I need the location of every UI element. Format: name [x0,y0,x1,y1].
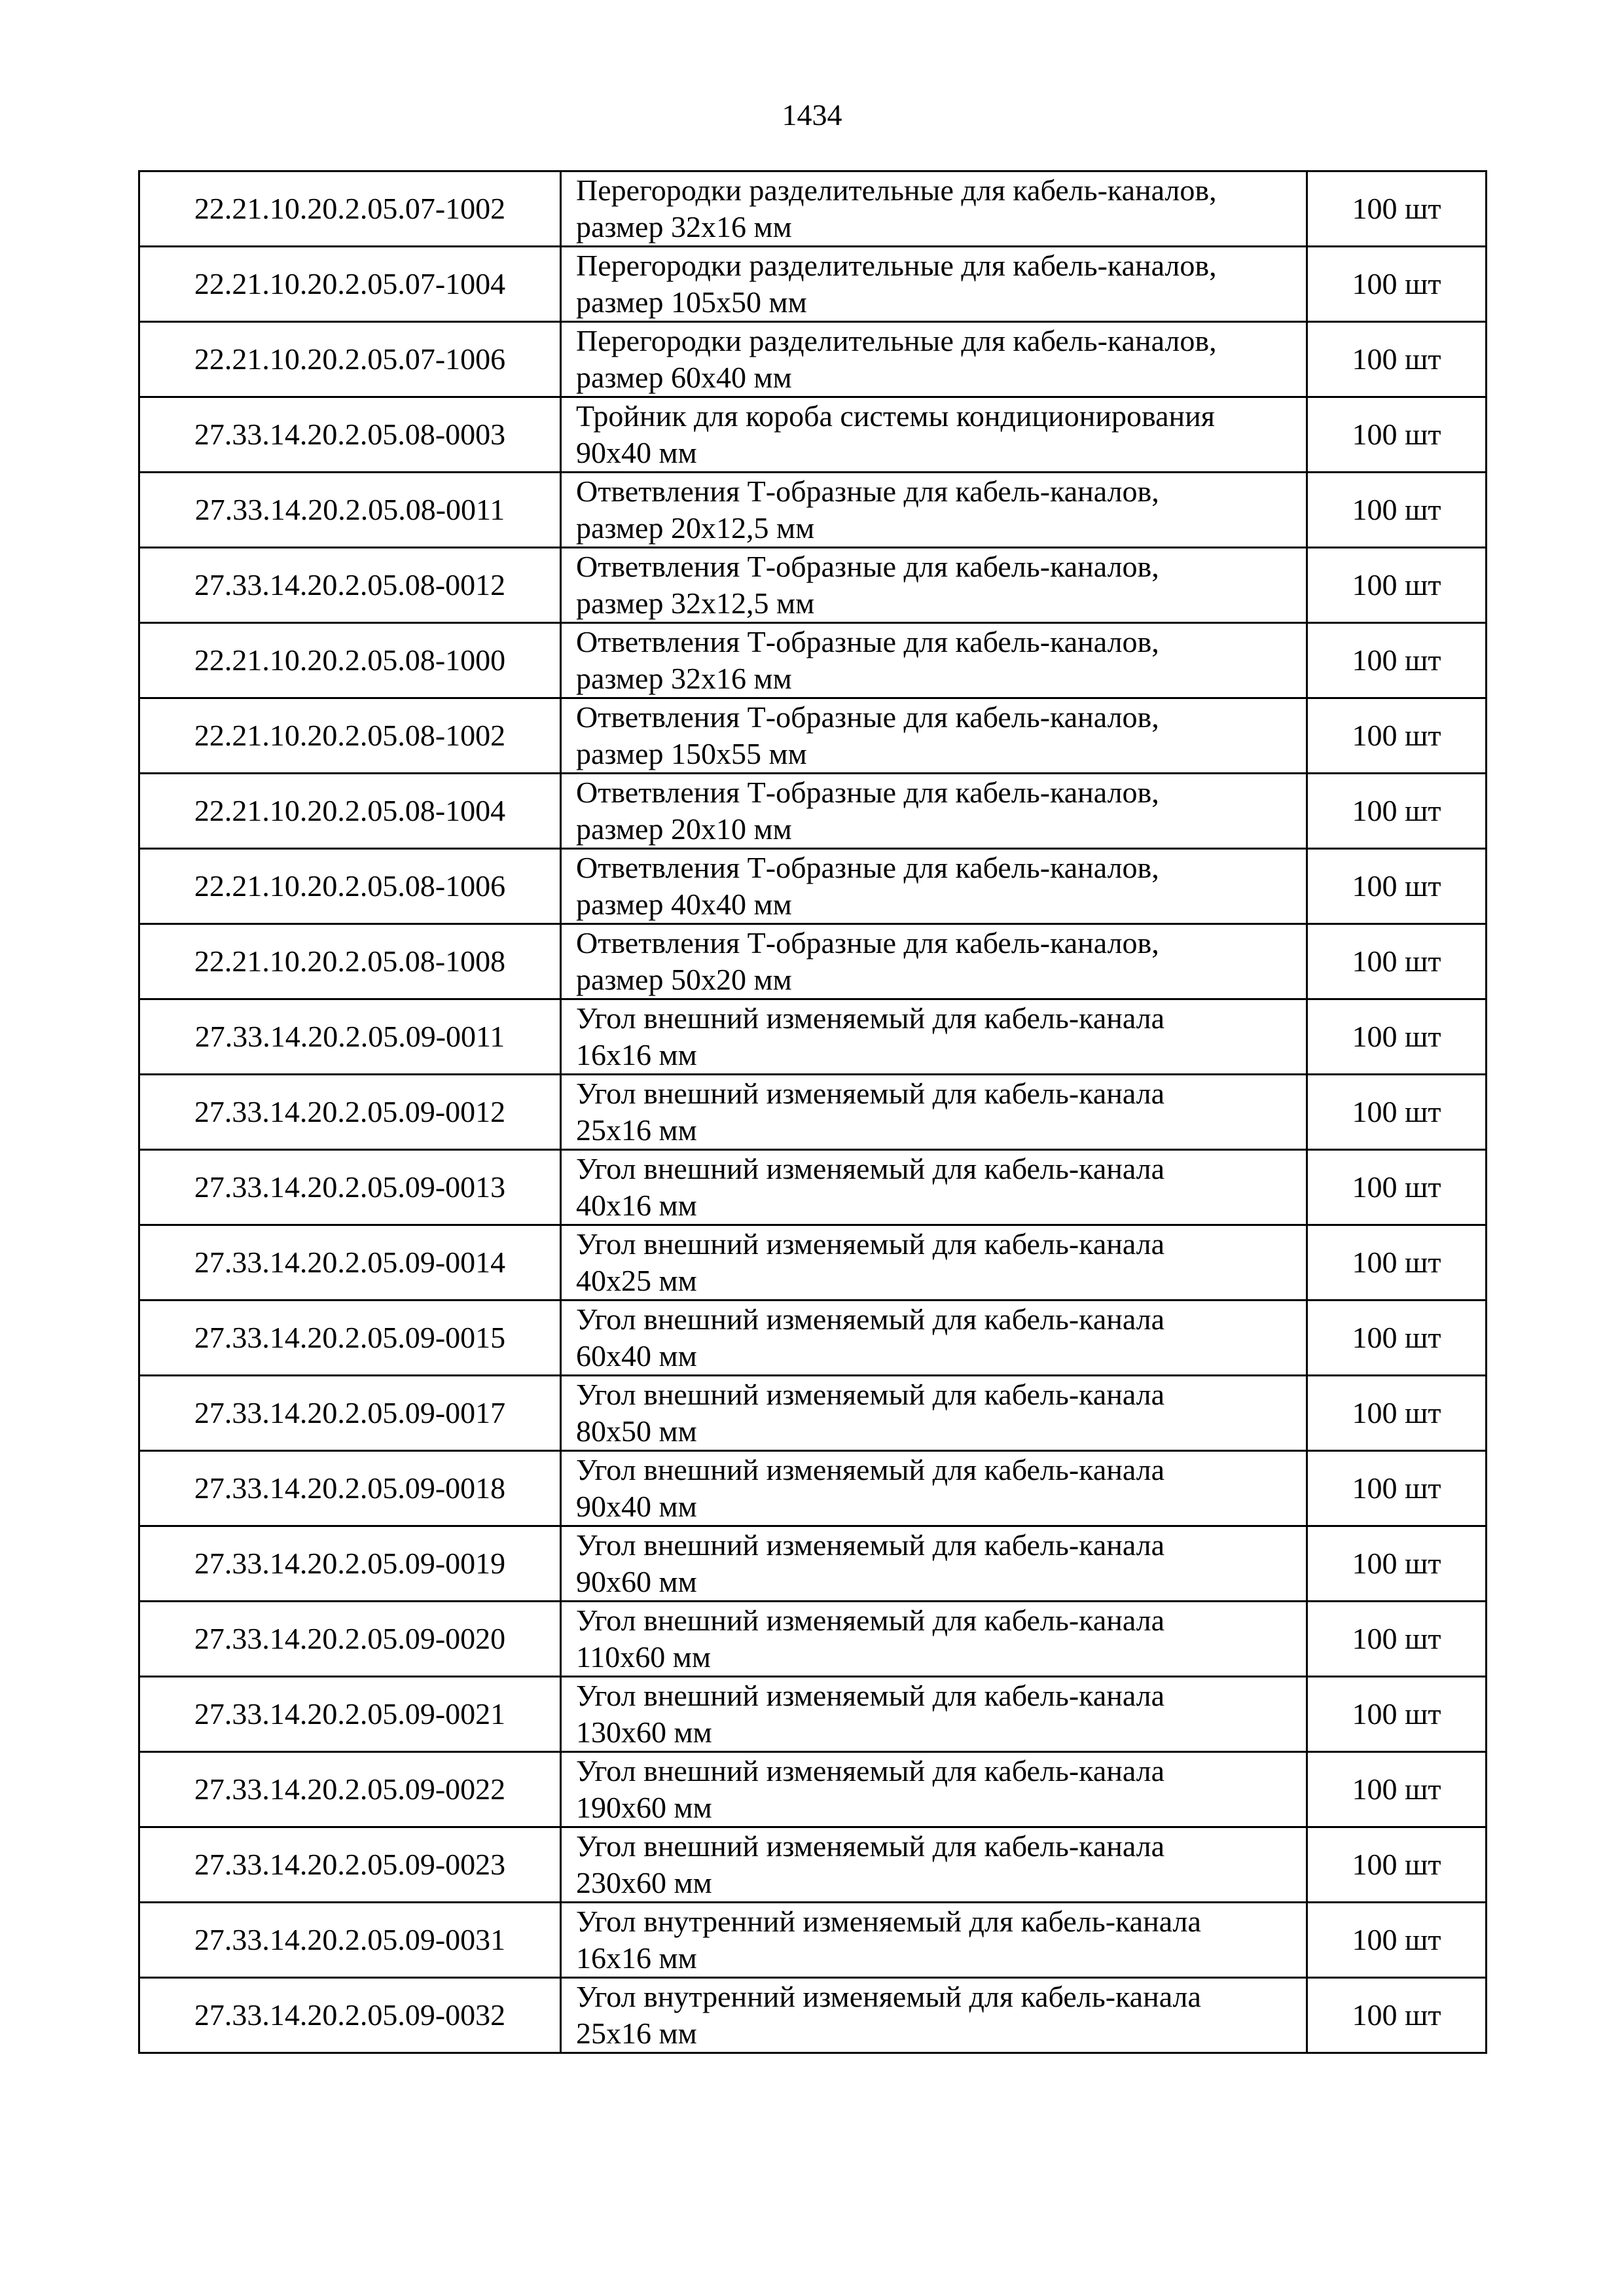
resource-name-cell [561,473,1307,548]
resource-code-cell: 27.33.14.20.2.05.09-0020 [139,1602,561,1677]
resource-unit-cell: 100 шт [1307,999,1487,1075]
resource-code-cell: 27.33.14.20.2.05.09-0011 [139,999,561,1075]
resource-name-line1: Перегородки разделительные для кабель-каналов, [576,249,1217,282]
resource-unit-cell: 100 шт [1307,698,1487,774]
table-row [139,1903,1487,1978]
resource-name-cell [561,1752,1307,1827]
resource-name-line2: размер 20х12,5 мм [576,511,815,545]
resource-code-cell: 27.33.14.20.2.05.09-0014 [139,1225,561,1300]
resource-unit-cell: 100 шт [1307,1827,1487,1903]
resource-name-cell [561,1300,1307,1376]
resource-unit-cell: 100 шт [1307,548,1487,623]
resource-name-line1: Угол внешний изменяемый для кабель-канала [576,1754,1165,1787]
resource-name-line2: размер 32х16 мм [576,210,792,243]
resource-name-line1: Угол внешний изменяемый для кабель-канала [576,1604,1165,1637]
table-row [139,1150,1487,1225]
resource-code-cell: 27.33.14.20.2.05.09-0018 [139,1451,561,1526]
table-row [139,322,1487,397]
resource-code-cell: 27.33.14.20.2.05.09-0032 [139,1978,561,2053]
resource-code-cell: 22.21.10.20.2.05.08-1004 [139,774,561,849]
resource-name-line1: Ответвления Т-образные для кабель-каналов, [576,851,1159,884]
resource-name-line2: 60х40 мм [576,1339,697,1372]
resource-name-cell [561,1150,1307,1225]
table-row [139,1376,1487,1451]
resource-unit-cell: 100 шт [1307,322,1487,397]
resource-name-cell [561,623,1307,698]
resource-unit-cell: 100 шт [1307,1903,1487,1978]
page-number: 1434 [782,98,842,132]
resource-unit-cell: 100 шт [1307,924,1487,999]
resource-name-line2: 230х60 мм [576,1866,712,1899]
table-row [139,1752,1487,1827]
resource-name-line1: Перегородки разделительные для кабель-каналов, [576,324,1217,357]
resource-name-line2: 16х16 мм [576,1941,697,1975]
resource-code-cell: 27.33.14.20.2.05.08-0012 [139,548,561,623]
resource-name-cell [561,322,1307,397]
resource-name-line2: размер 105х50 мм [576,285,807,319]
resource-name-line2: 80х50 мм [576,1414,697,1448]
resource-name-line1: Угол внешний изменяемый для кабель-канала [576,1829,1165,1863]
table-row [139,1827,1487,1903]
resource-name-line2: 130х60 мм [576,1715,712,1749]
resource-unit-cell: 100 шт [1307,1978,1487,2053]
table-row [139,849,1487,924]
table-row [139,397,1487,473]
resource-name-line1: Угол внешний изменяемый для кабель-канала [576,1453,1165,1486]
resource-name-line2: размер 32х12,5 мм [576,586,815,620]
table-row [139,698,1487,774]
resource-unit-cell: 100 шт [1307,1526,1487,1602]
resource-code-cell: 22.21.10.20.2.05.08-1006 [139,849,561,924]
resource-code-cell: 27.33.14.20.2.05.09-0015 [139,1300,561,1376]
table-row [139,1451,1487,1526]
resource-name-line1: Угол внешний изменяемый для кабель-канала [576,1302,1165,1336]
resource-table [138,170,1487,2054]
resource-name-cell [561,999,1307,1075]
table-row [139,1978,1487,2053]
table-row [139,1677,1487,1752]
resource-code-cell: 27.33.14.20.2.05.09-0021 [139,1677,561,1752]
resource-code-cell: 27.33.14.20.2.05.08-0003 [139,397,561,473]
resource-name-line1: Ответвления Т-образные для кабель-каналов, [576,550,1159,583]
resource-unit-cell: 100 шт [1307,1225,1487,1300]
resource-code-cell: 27.33.14.20.2.05.09-0017 [139,1376,561,1451]
resource-name-cell [561,1526,1307,1602]
resource-name-line2: 110х60 мм [576,1640,712,1674]
resource-code-cell: 22.21.10.20.2.05.07-1006 [139,322,561,397]
resource-name-cell [561,1075,1307,1150]
table-row [139,774,1487,849]
table-row [139,999,1487,1075]
table-row [139,1225,1487,1300]
resource-name-line1: Угол внутренний изменяемый для кабель-канала [576,1905,1201,1938]
resource-code-cell: 27.33.14.20.2.05.09-0031 [139,1903,561,1978]
resource-unit-cell: 100 шт [1307,1677,1487,1752]
resource-name-line2: размер 32х16 мм [576,662,792,695]
resource-name-line2: 90х40 мм [576,436,697,469]
resource-name-line2: размер 60х40 мм [576,361,792,394]
resource-name-line2: размер 40х40 мм [576,888,792,921]
resource-name-cell [561,698,1307,774]
resource-code-cell: 22.21.10.20.2.05.07-1002 [139,171,561,247]
resource-code-cell: 27.33.14.20.2.05.09-0013 [139,1150,561,1225]
resource-name-line1: Ответвления Т-образные для кабель-каналов, [576,625,1159,658]
resource-name-line1: Угол внешний изменяемый для кабель-канала [576,1227,1165,1261]
resource-unit-cell: 100 шт [1307,397,1487,473]
resource-name-cell [561,397,1307,473]
resource-table-body [139,171,1487,2053]
resource-unit-cell: 100 шт [1307,623,1487,698]
resource-unit-cell: 100 шт [1307,1300,1487,1376]
table-row [139,247,1487,322]
resource-name-line2: размер 50х20 мм [576,963,792,996]
resource-name-line1: Угол внешний изменяемый для кабель-канала [576,1679,1165,1712]
resource-name-cell [561,171,1307,247]
table-row [139,924,1487,999]
resource-name-cell [561,1978,1307,2053]
resource-name-line1: Угол внутренний изменяемый для кабель-канала [576,1980,1201,2013]
resource-unit-cell: 100 шт [1307,247,1487,322]
resource-name-line1: Тройник для короба системы кондиционирования [576,399,1215,433]
resource-unit-cell: 100 шт [1307,1451,1487,1526]
resource-name-cell [561,548,1307,623]
resource-name-cell [561,1451,1307,1526]
table-row [139,1300,1487,1376]
table-row [139,473,1487,548]
resource-name-line1: Ответвления Т-образные для кабель-каналов, [576,700,1159,734]
resource-unit-cell: 100 шт [1307,1602,1487,1677]
resource-code-cell: 27.33.14.20.2.05.09-0023 [139,1827,561,1903]
resource-unit-cell: 100 шт [1307,1376,1487,1451]
resource-name-cell [561,774,1307,849]
resource-name-line2: 25х16 мм [576,2017,697,2050]
resource-name-line2: 40х25 мм [576,1264,697,1297]
resource-name-cell [561,1827,1307,1903]
table-row [139,548,1487,623]
resource-name-cell [561,247,1307,322]
resource-name-cell [561,1376,1307,1451]
resource-name-cell [561,924,1307,999]
resource-unit-cell: 100 шт [1307,774,1487,849]
resource-unit-cell: 100 шт [1307,1752,1487,1827]
resource-name-line1: Ответвления Т-образные для кабель-каналов, [576,926,1159,960]
resource-code-cell: 22.21.10.20.2.05.08-1008 [139,924,561,999]
resource-name-line1: Угол внешний изменяемый для кабель-канала [576,1077,1165,1110]
resource-name-line2: 90х40 мм [576,1490,697,1523]
table-row [139,1526,1487,1602]
resource-name-line2: 90х60 мм [576,1565,697,1598]
resource-name-cell [561,1225,1307,1300]
resource-code-cell: 22.21.10.20.2.05.08-1002 [139,698,561,774]
resource-name-line2: 40х16 мм [576,1189,697,1222]
resource-name-line1: Перегородки разделительные для кабель-каналов, [576,173,1217,207]
resource-name-line2: 190х60 мм [576,1791,712,1824]
resource-code-cell: 22.21.10.20.2.05.07-1004 [139,247,561,322]
resource-unit-cell: 100 шт [1307,473,1487,548]
resource-unit-cell: 100 шт [1307,1150,1487,1225]
resource-code-cell: 22.21.10.20.2.05.08-1000 [139,623,561,698]
resource-name-line1: Угол внешний изменяемый для кабель-канала [576,1001,1165,1035]
resource-name-line1: Ответвления Т-образные для кабель-каналов, [576,475,1159,508]
table-row [139,623,1487,698]
resource-name-line2: 25х16 мм [576,1113,697,1147]
resource-unit-cell: 100 шт [1307,1075,1487,1150]
resource-name-cell [561,849,1307,924]
table-row [139,171,1487,247]
resource-code-cell: 27.33.14.20.2.05.09-0022 [139,1752,561,1827]
resource-name-line2: размер 150х55 мм [576,737,807,770]
resource-name-line2: размер 20х10 мм [576,812,792,846]
resource-name-line1: Ответвления Т-образные для кабель-каналов, [576,776,1159,809]
table-row [139,1602,1487,1677]
resource-unit-cell: 100 шт [1307,849,1487,924]
resource-name-cell [561,1602,1307,1677]
resource-unit-cell: 100 шт [1307,171,1487,247]
resource-name-cell [561,1903,1307,1978]
resource-name-line2: 16х16 мм [576,1038,697,1071]
resource-code-cell: 27.33.14.20.2.05.08-0011 [139,473,561,548]
resource-name-line1: Угол внешний изменяемый для кабель-канала [576,1528,1165,1562]
resource-code-cell: 27.33.14.20.2.05.09-0019 [139,1526,561,1602]
resource-name-cell [561,1677,1307,1752]
table-row [139,1075,1487,1150]
resource-code-cell: 27.33.14.20.2.05.09-0012 [139,1075,561,1150]
resource-name-line1: Угол внешний изменяемый для кабель-канала [576,1152,1165,1185]
resource-name-line1: Угол внешний изменяемый для кабель-канала [576,1378,1165,1411]
